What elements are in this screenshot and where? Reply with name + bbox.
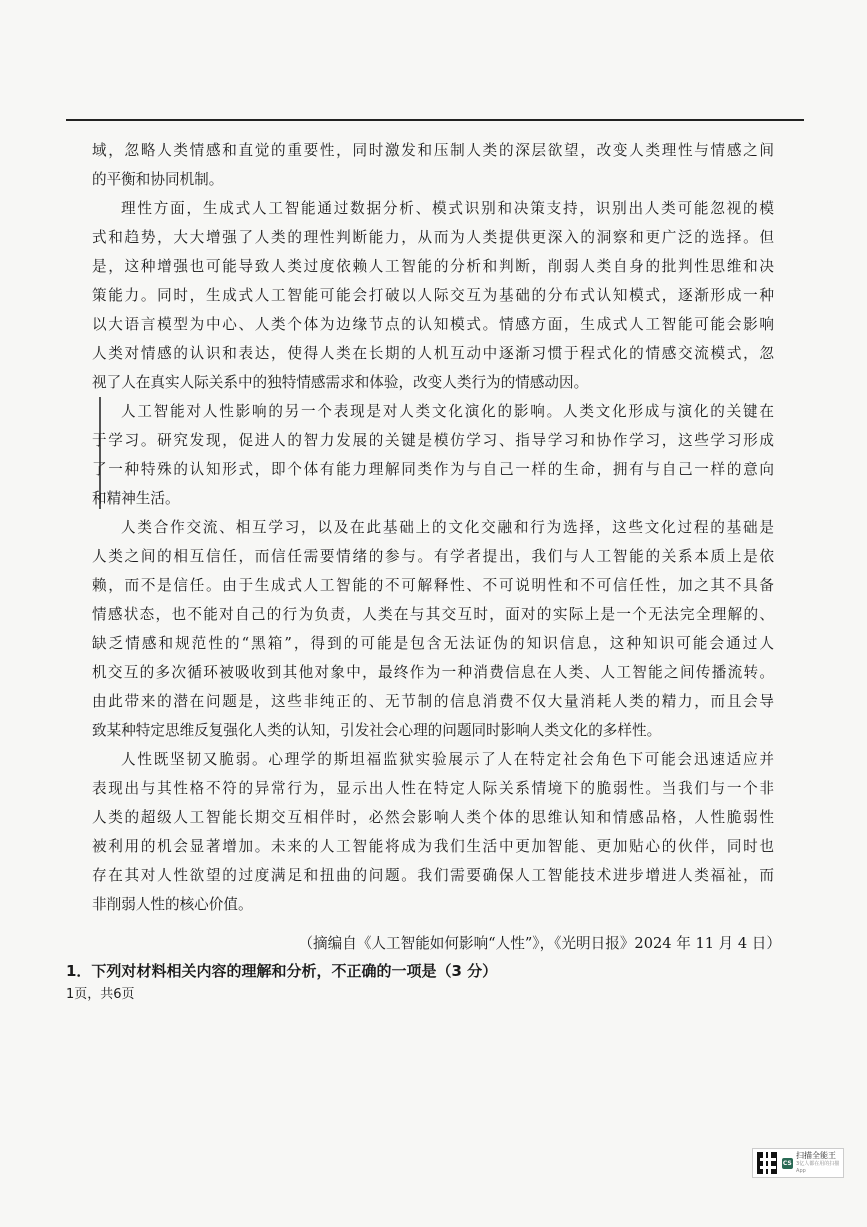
article-line: 情感状态，也不能对自己的行为负责，人类在与其交互时，面对的实际上是一个无法完全理解的、 — [92, 606, 774, 623]
article-line: 了一种特殊的认知形式，即个体有能力理解同类作为与自己一样的生命，拥有与自己一样的意向 — [92, 461, 774, 478]
page-footer: 1页，共6页 — [66, 987, 135, 1002]
article-line: 人类的超级人工智能长期交互相伴时，必然会影响人类个体的思维认知和情感品格，人性脆弱性 — [92, 809, 774, 826]
article-line: 视了人在真实人际关系中的独特情感需求和体验，改变人类行为的情感动因。 — [92, 374, 589, 391]
article-line: 非削弱人性的核心价值。 — [92, 896, 253, 913]
article-line: 被利用的机会显著增加。未来的人工智能将成为我们生活中更加智能、更加贴心的伙伴，同时也 — [92, 838, 774, 855]
scanner-watermark — [752, 1148, 844, 1178]
article-line: 式和趋势，大大增强了人类的理性判断能力，从而为人类提供更深入的洞察和更广泛的选择。但 — [92, 229, 774, 246]
article-line: 是，这种增强也可能导致人类过度依赖人工智能的分析和判断，削弱人类自身的批判性思维和决 — [92, 258, 774, 275]
article-line: 赖，而不是信任。由于生成式人工智能的不可解释性、不可说明性和不可信任性，加之其不具备 — [92, 577, 774, 594]
article-line: 人类合作交流、相互学习，以及在此基础上的文化交融和行为选择，这些文化过程的基础是 — [121, 519, 774, 536]
scanner-name: 扫描全能王 — [796, 1151, 837, 1160]
qr-code-icon — [757, 1152, 777, 1174]
article-line: 理性方面，生成式人工智能通过数据分析、模式识别和决策支持，识别出人类可能忽视的模 — [121, 200, 774, 217]
article-line: 人性既坚韧又脆弱。心理学的斯坦福监狱实验展示了人在特定社会角色下可能会迅速适应并 — [121, 751, 774, 768]
article-line: 表现出与其性格不符的异常行为，显示出人性在特定人际关系情境下的脆弱性。当我们与一个非 — [92, 780, 774, 797]
article-line: 机交互的多次循环被吸收到其他对象中，最终作为一种消费信息在人类、人工智能之间传播流转。 — [92, 664, 774, 681]
article-line: 人工智能对人性影响的另一个表现是对人类文化演化的影响。人类文化形成与演化的关键在 — [121, 403, 774, 420]
article-line: 致某种特定思维反复强化人类的认知，引发社会心理的问题同时影响人类文化的多样性。 — [92, 722, 662, 739]
scanner-logo-icon: CS — [782, 1159, 792, 1167]
article-line: 于学习。研究发现，促进人的智力发展的关键是模仿学习、指导学习和协作学习，这些学习形成 — [92, 432, 774, 449]
article-line: 域，忽略人类情感和直觉的重要性，同时激发和压制人类的深层欲望，改变人类理性与情感之间 — [92, 142, 774, 159]
article-line: 以大语言模型为中心、人类个体为边缘节点的认知模式。情感方面，生成式人工智能可能会影响 — [92, 316, 774, 333]
article-line: 存在其对人性欲望的过度满足和扭曲的问题。我们需要确保人工智能技术进步增进人类福祉，而 — [92, 867, 774, 884]
article-line: 策能力。同时，生成式人工智能可能会打破以人际交互为基础的分布式认知模式，逐渐形成一种 — [92, 287, 774, 304]
question-1: 1．下列对材料相关内容的理解和分析，不正确的一项是（3 分） — [66, 962, 498, 980]
article-line: 人类对情感的认识和表达，使得人类在长期的人机互动中逐渐习惯于程式化的情感交流模式，忽 — [92, 345, 774, 362]
article-source: （摘编自《人工智能如何影响“人性”》，《光明日报》2024 年 11 月 4 日） — [298, 935, 781, 952]
article-line: 的平衡和协同机制。 — [92, 171, 224, 188]
article-line: 人类之间的相互信任，而信任需要情绪的参与。有学者提出，我们与人工智能的关系本质上是依 — [92, 548, 774, 565]
article-line: 缺乏情感和规范性的“黑箱”，得到的可能是包含无法证伪的知识信息，这种知识可能会通过人 — [92, 635, 774, 652]
scanner-subtitle: 3亿人都在用的扫描App — [796, 1161, 840, 1174]
scanner-texts — [796, 1151, 843, 1175]
header-rule — [66, 119, 804, 121]
article-body — [92, 136, 774, 919]
article-line: 由此带来的潜在问题是，这些非纯正的、无节制的信息消费不仅大量消耗人类的精力，而且会导 — [92, 693, 774, 710]
article-line: 和精神生活。 — [92, 490, 180, 507]
